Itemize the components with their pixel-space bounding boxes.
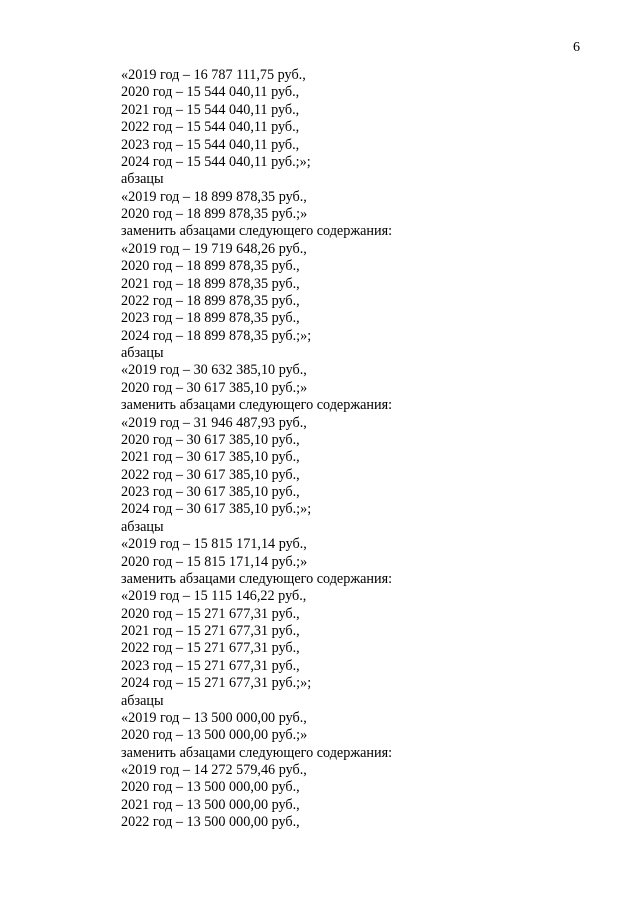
text-line: 2024 год – 30 617 385,10 руб.;»; (121, 501, 312, 518)
text-line: «2019 год – 15 815 171,14 руб., (121, 536, 307, 553)
page-number: 6 (573, 40, 580, 55)
text-line: 2022 год – 30 617 385,10 руб., (121, 466, 300, 483)
text-line: 2020 год – 13 500 000,00 руб.;» (121, 727, 308, 744)
text-line: абзацы (121, 171, 164, 188)
text-line: 2020 год – 18 899 878,35 руб.;» (121, 206, 308, 222)
text-line: 2022 год – 15 271 677,31 руб., (121, 640, 300, 657)
text-line: абзацы (121, 692, 164, 709)
text-line: «2019 год – 18 899 878,35 руб., (121, 188, 307, 205)
text-line: «2019 год – 31 946 487,93 руб., (121, 414, 307, 431)
text-line: абзацы (121, 518, 164, 535)
text-line: «2019 год – 15 115 146,22 руб., (121, 588, 307, 605)
text-line: 2021 год – 18 899 878,35 руб., (121, 275, 300, 292)
text-line: заменить абзацами следующего содержания: (121, 397, 393, 414)
text-line: 2020 год – 15 271 677,31 руб., (121, 605, 300, 622)
text-line: 2021 год – 30 617 385,10 руб., (121, 449, 300, 466)
text-line: 2020 год – 30 617 385,10 руб., (121, 431, 300, 448)
text-line: «2019 год – 30 632 385,10 руб., (121, 362, 307, 379)
text-line: «2019 год – 19 719 648,26 руб., (121, 240, 307, 257)
text-line: 2022 год – 13 500 000,00 руб., (121, 814, 300, 831)
text-line: 2020 год – 15 815 171,14 руб.;» (121, 553, 308, 570)
text-line: «2019 год – 13 500 000,00 руб., (121, 709, 307, 726)
text-line: 2023 год – 30 617 385,10 руб., (121, 484, 300, 500)
text-line: 2022 год – 18 899 878,35 руб., (121, 292, 300, 309)
text-line: 2020 год – 30 617 385,10 руб.;» (121, 379, 308, 396)
text-line: 2022 год – 15 544 040,11 руб., (121, 119, 300, 136)
text-line: 2024 год – 15 271 677,31 руб.;»; (121, 675, 312, 692)
text-line: 2021 год – 15 544 040,11 руб., (121, 101, 300, 118)
text-line: 2021 год – 15 271 677,31 руб., (121, 623, 300, 639)
text-line: 2020 год – 15 544 040,11 руб., (121, 84, 300, 101)
document-body (121, 67, 561, 832)
text-line: 2020 год – 18 899 878,35 руб., (121, 258, 300, 275)
text-line: 2023 год – 18 899 878,35 руб., (121, 310, 300, 327)
text-line: заменить абзацами следующего содержания: (121, 223, 393, 240)
text-line: 2021 год – 13 500 000,00 руб., (121, 796, 300, 813)
text-line: 2024 год – 18 899 878,35 руб.;»; (121, 327, 312, 344)
text-line: 2023 год – 15 544 040,11 руб., (121, 136, 300, 153)
text-line: 2023 год – 15 271 677,31 руб., (121, 657, 300, 674)
text-line: «2019 год – 14 272 579,46 руб., (121, 762, 307, 778)
text-line: заменить абзацами следующего содержания: (121, 744, 393, 761)
text-line: абзацы (121, 345, 164, 361)
text-line: 2020 год – 13 500 000,00 руб., (121, 779, 300, 796)
text-line: «2019 год – 16 787 111,75 руб., (121, 67, 306, 83)
text-line: 2024 год – 15 544 040,11 руб.;»; (121, 153, 311, 170)
text-line: заменить абзацами следующего содержания: (121, 570, 393, 587)
